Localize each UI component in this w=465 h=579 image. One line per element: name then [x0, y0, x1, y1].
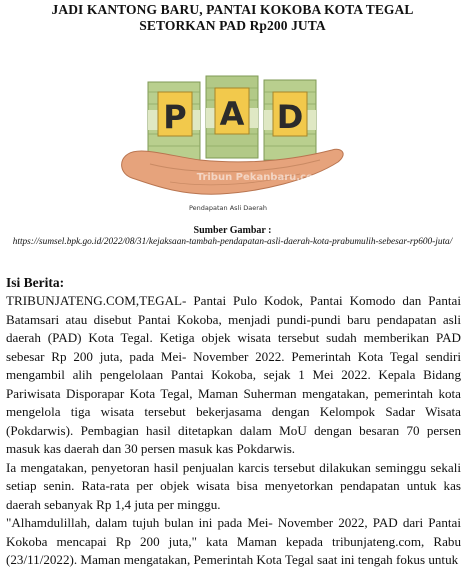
watermark-text: Tribun Pekanbaru.com	[196, 172, 324, 183]
body-paragraph: Ia mengatakan, penyetoran hasil penjualan karcis tersebut dilakukan seminggu sekali setiap senin. Rata-rata per objek wisata bisa menyetorkan pendapatan untuk kas daerah sebanyak Rp 1,4 juta per minggu.	[6, 459, 461, 512]
pad-letter: D	[276, 98, 304, 136]
article-title-line-1: JADI KANTONG BARU, PANTAI KOKOBA KOTA TEGAL	[51, 2, 414, 17]
pad-illustration	[110, 34, 355, 219]
article-body	[6, 292, 461, 570]
body-paragraph: TRIBUNJATENG.COM,TEGAL- Pantai Pulo Kodok, Pantai Komodo dan Pantai Batamsari atau disebut Pantai Kokoba, menjadi pundi-pundi baru pendapatan asli daerah (PAD) Kota Tegal. Ketiga objek wisata tersebut sudah memberikan PAD sebesar Rp 200 juta, pada Mei- November 2022. Pemerintah Kota Tegal sendiri mengambil alih pengelolaan Pantai Kokoba, sejak 1 Mei 2022. Kepala Bidang Pariwisata Disporapar Kota Tegal, Maman Suherman mengatakan, pemerintah kota mengelola tiga wisata tersebut bekerjasama dengan Kelompok Sadar Wisata (Pokdarwis). Pembagian hasil ditetapkan dalam MoU dengan besaran 70 persen masuk kas daerah dan 30 persen masuk kas Pokdarwis.	[6, 293, 461, 456]
figure-subtitle: Pendapatan Asli Daerah	[188, 204, 268, 212]
body-paragraph: "Alhamdulillah, dalam tujuh bulan ini pada Mei- November 2022, PAD dari Pantai Kokoba mencapai Rp 200 juta," kata Maman kepada tribunjateng.com, Rabu (23/11/2022). Maman mengatakan, Pemerintah Kota Tegal saat ini tengah fokus untuk	[6, 515, 461, 567]
figure-caption-url[interactable]: https://sumsel.bpk.go.id/2022/08/31/kejaksaan-tambah-pendapatan-asli-daerah-kota-prabumulih-sebesar-rp600-juta/	[12, 237, 453, 247]
article-title-line-2: SETORKAN PAD Rp200 JUTA	[139, 18, 326, 33]
section-heading: Isi Berita:	[6, 275, 65, 290]
pad-letter: P	[163, 98, 187, 136]
figure-caption-label: Sumber Gambar :	[193, 225, 272, 236]
pad-letter: A	[219, 95, 245, 133]
pad-letter-blocks	[158, 88, 307, 136]
